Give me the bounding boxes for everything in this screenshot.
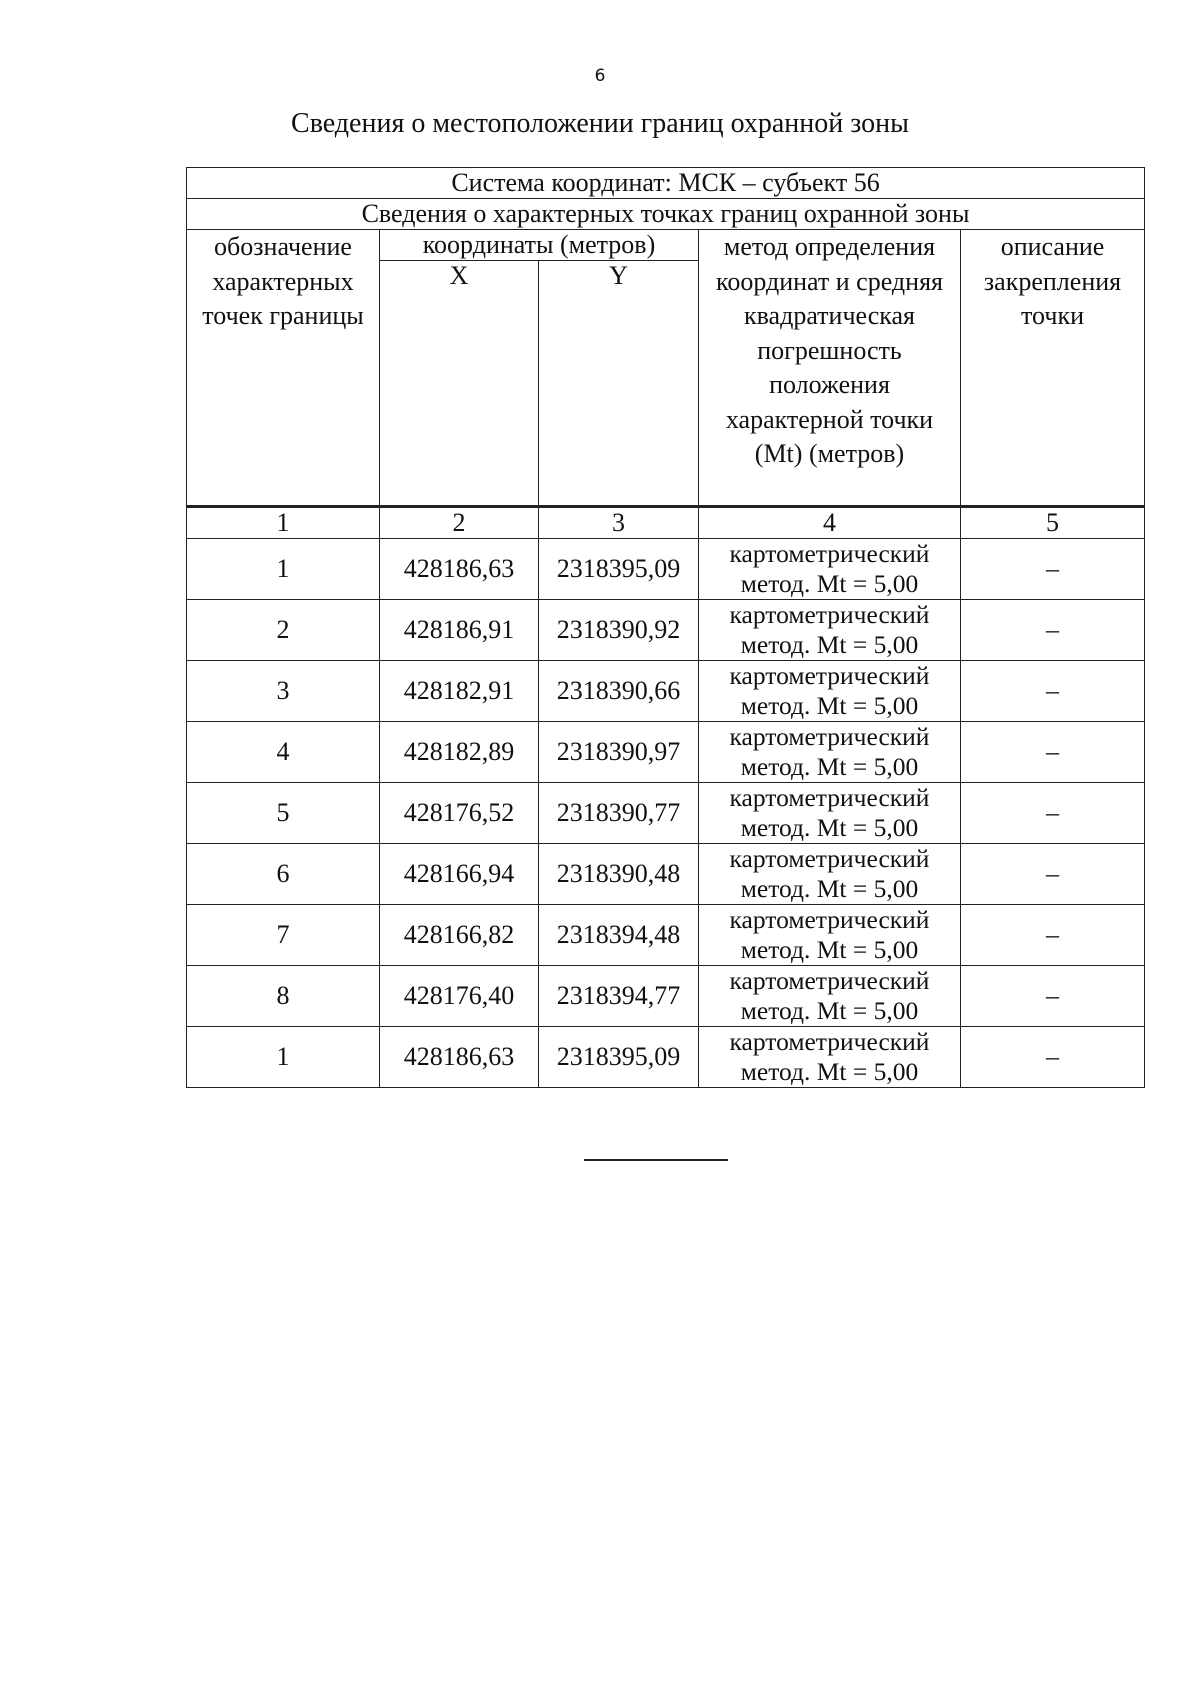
column-number-row — [187, 507, 1145, 539]
coordinate-y: 2318390,48 — [539, 844, 699, 905]
method-cell — [699, 600, 961, 661]
method-cell — [699, 1027, 961, 1088]
coordinate-y: 2318394,77 — [539, 966, 699, 1027]
method-line: картометрический — [729, 905, 930, 934]
coordinate-x: 428166,82 — [380, 905, 539, 966]
method-line: метод. Mt = 5,00 — [740, 874, 919, 903]
coordinates-table — [186, 167, 1145, 1088]
document-title: Сведения о местоположении границ охранной зоны — [291, 108, 909, 139]
method-line: метод. Mt = 5,00 — [740, 630, 919, 659]
table-row — [187, 966, 1145, 1027]
description-cell: – — [961, 600, 1145, 661]
coordinate-y: 2318395,09 — [539, 1027, 699, 1088]
coordinate-system-caption: Система координат: МСК – субъект 56 — [187, 168, 1145, 199]
method-cell — [699, 661, 961, 722]
table-row — [187, 722, 1145, 783]
coordinate-y: 2318395,09 — [539, 539, 699, 600]
header-point-designation: обозначение характерных точек границы — [187, 230, 380, 507]
end-separator-line — [584, 1159, 728, 1161]
coordinate-y: 2318390,97 — [539, 722, 699, 783]
method-cell — [699, 539, 961, 600]
coordinate-y: 2318394,48 — [539, 905, 699, 966]
coordinate-x: 428182,91 — [380, 661, 539, 722]
description-cell: – — [961, 905, 1145, 966]
method-line: картометрический — [729, 783, 930, 812]
point-number: 6 — [187, 844, 380, 905]
method-line: метод. Mt = 5,00 — [740, 752, 919, 781]
coordinate-x: 428182,89 — [380, 722, 539, 783]
description-cell: – — [961, 966, 1145, 1027]
method-cell — [699, 905, 961, 966]
point-number: 7 — [187, 905, 380, 966]
header-coordinates: координаты (метров) — [380, 230, 699, 261]
point-number: 8 — [187, 966, 380, 1027]
description-cell: – — [961, 722, 1145, 783]
method-cell — [699, 783, 961, 844]
method-cell — [699, 844, 961, 905]
method-line: картометрический — [729, 844, 930, 873]
method-line: картометрический — [729, 600, 930, 629]
method-line: метод. Mt = 5,00 — [740, 935, 919, 964]
method-line: картометрический — [729, 966, 930, 995]
method-cell — [699, 966, 961, 1027]
table-row — [187, 905, 1145, 966]
point-number: 3 — [187, 661, 380, 722]
table-row — [187, 661, 1145, 722]
table-row — [187, 1027, 1145, 1088]
method-line: метод. Mt = 5,00 — [740, 691, 919, 720]
table-row — [187, 783, 1145, 844]
page-number: 6 — [594, 66, 606, 86]
method-line: метод. Mt = 5,00 — [740, 569, 919, 598]
coordinate-y: 2318390,66 — [539, 661, 699, 722]
header-y: Y — [539, 261, 699, 507]
method-line: метод. Mt = 5,00 — [740, 813, 919, 842]
point-number: 2 — [187, 600, 380, 661]
point-number: 5 — [187, 783, 380, 844]
header-description: описание закрепления точки — [961, 230, 1145, 507]
method-line: метод. Mt = 5,00 — [740, 996, 919, 1025]
method-cell — [699, 722, 961, 783]
coordinate-x: 428166,94 — [380, 844, 539, 905]
point-number: 1 — [187, 539, 380, 600]
point-number: 1 — [187, 1027, 380, 1088]
description-cell: – — [961, 783, 1145, 844]
coordinate-x: 428186,91 — [380, 600, 539, 661]
column-number: 5 — [961, 507, 1145, 539]
table-row — [187, 600, 1145, 661]
header-x: X — [380, 261, 539, 507]
coordinate-x: 428176,52 — [380, 783, 539, 844]
point-number: 4 — [187, 722, 380, 783]
column-number: 2 — [380, 507, 539, 539]
description-cell: – — [961, 661, 1145, 722]
coordinate-x: 428186,63 — [380, 1027, 539, 1088]
description-cell: – — [961, 1027, 1145, 1088]
table-subtitle: Сведения о характерных точках границ охранной зоны — [187, 199, 1145, 230]
description-cell: – — [961, 844, 1145, 905]
table-header — [187, 168, 1145, 539]
table-body — [187, 539, 1145, 1088]
table-row — [187, 539, 1145, 600]
coordinate-x: 428176,40 — [380, 966, 539, 1027]
method-line: картометрический — [729, 661, 930, 690]
table-row — [187, 844, 1145, 905]
coordinate-y: 2318390,77 — [539, 783, 699, 844]
column-number: 4 — [699, 507, 961, 539]
method-line: картометрический — [729, 1027, 930, 1056]
method-line: картометрический — [729, 722, 930, 751]
header-method: метод определения координат и средняя квадратическая погрешность положения характерной точки (Mt) (метров) — [699, 230, 961, 507]
description-cell: – — [961, 539, 1145, 600]
coordinate-x: 428186,63 — [380, 539, 539, 600]
column-number: 1 — [187, 507, 380, 539]
method-line: метод. Mt = 5,00 — [740, 1057, 919, 1086]
coordinate-y: 2318390,92 — [539, 600, 699, 661]
method-line: картометрический — [729, 539, 930, 568]
column-number: 3 — [539, 507, 699, 539]
